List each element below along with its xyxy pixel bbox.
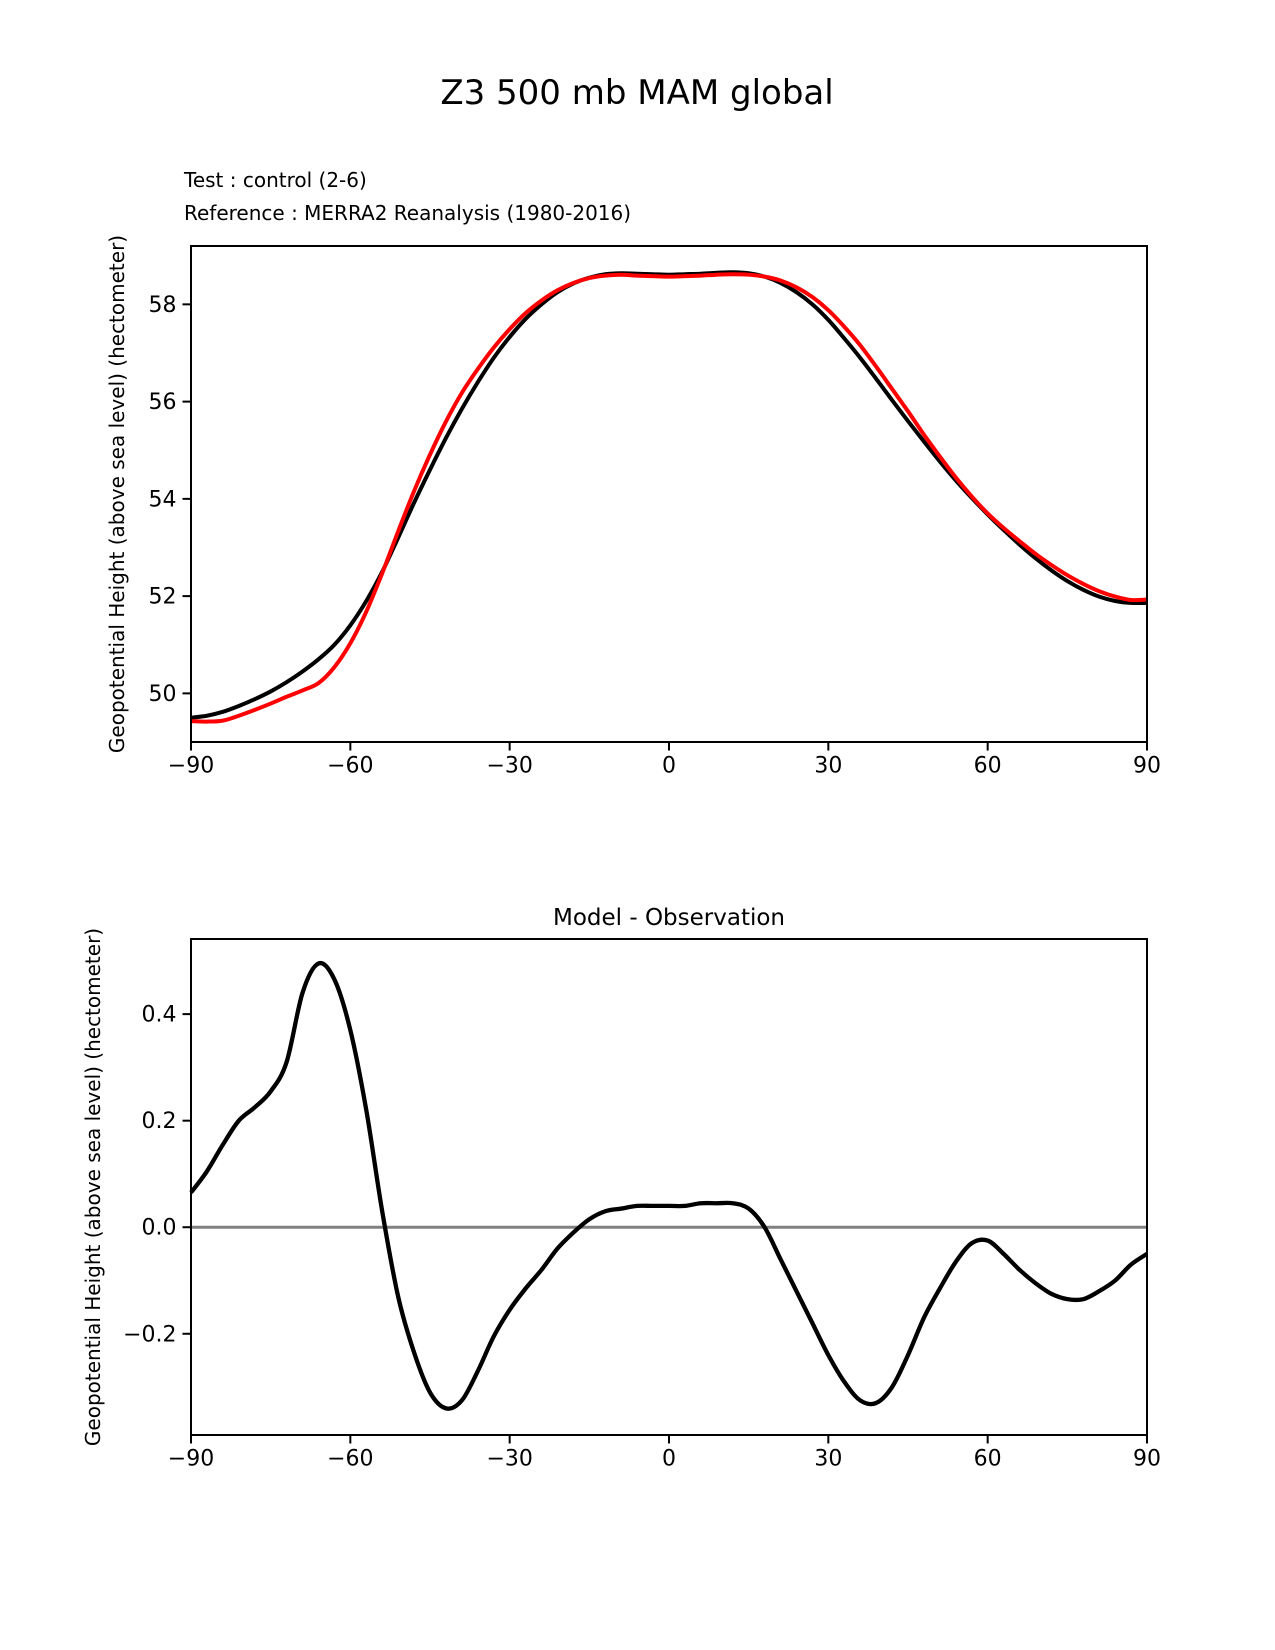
bottom-chart-title: Model - Observation	[552, 905, 786, 931]
x-tick-label: 60	[973, 1446, 1002, 1472]
x-tick-label: 90	[1133, 753, 1161, 779]
x-tick-label: 0	[662, 753, 676, 779]
bottom-chart	[123, 939, 1161, 1472]
x-tick-label: 90	[1133, 1446, 1161, 1472]
y-tick-label: 0.0	[141, 1215, 177, 1241]
plot-border	[191, 939, 1147, 1435]
x-tick-label: −60	[327, 1446, 374, 1472]
x-tick-label: −90	[167, 1446, 215, 1472]
curve-test	[191, 272, 1147, 717]
x-tick-label: −60	[327, 753, 374, 779]
y-tick-label: 58	[148, 292, 177, 318]
y-tick-label: 52	[148, 584, 177, 610]
bottom-chart-ylabel: Geopotential Height (above sea level) (hectometer)	[81, 927, 105, 1447]
top-chart	[149, 246, 1162, 779]
figure-title: Z3 500 mb MAM global	[440, 73, 834, 113]
y-tick-label: 0.4	[141, 1002, 177, 1028]
x-tick-label: −30	[486, 753, 533, 779]
x-tick-label: −90	[167, 753, 215, 779]
x-tick-label: 60	[973, 753, 1002, 779]
curve-model-minus-observation	[191, 963, 1147, 1409]
top-chart-ylabel: Geopotential Height (above sea level) (hectometer)	[105, 234, 129, 754]
legend-test-label: Test : control (2-6)	[184, 168, 367, 192]
y-tick-label: 50	[148, 681, 177, 707]
x-tick-label: 30	[814, 1446, 843, 1472]
y-tick-label: 54	[148, 487, 177, 513]
legend-reference-label: Reference : MERRA2 Reanalysis (1980-2016)	[184, 201, 632, 225]
x-tick-label: 0	[662, 1446, 676, 1472]
y-tick-label: −0.2	[123, 1322, 177, 1348]
y-tick-label: 0.2	[141, 1109, 177, 1135]
y-tick-label: 56	[148, 390, 177, 416]
x-tick-label: −30	[486, 1446, 533, 1472]
x-tick-label: 30	[814, 753, 843, 779]
curve-reference	[191, 274, 1147, 721]
